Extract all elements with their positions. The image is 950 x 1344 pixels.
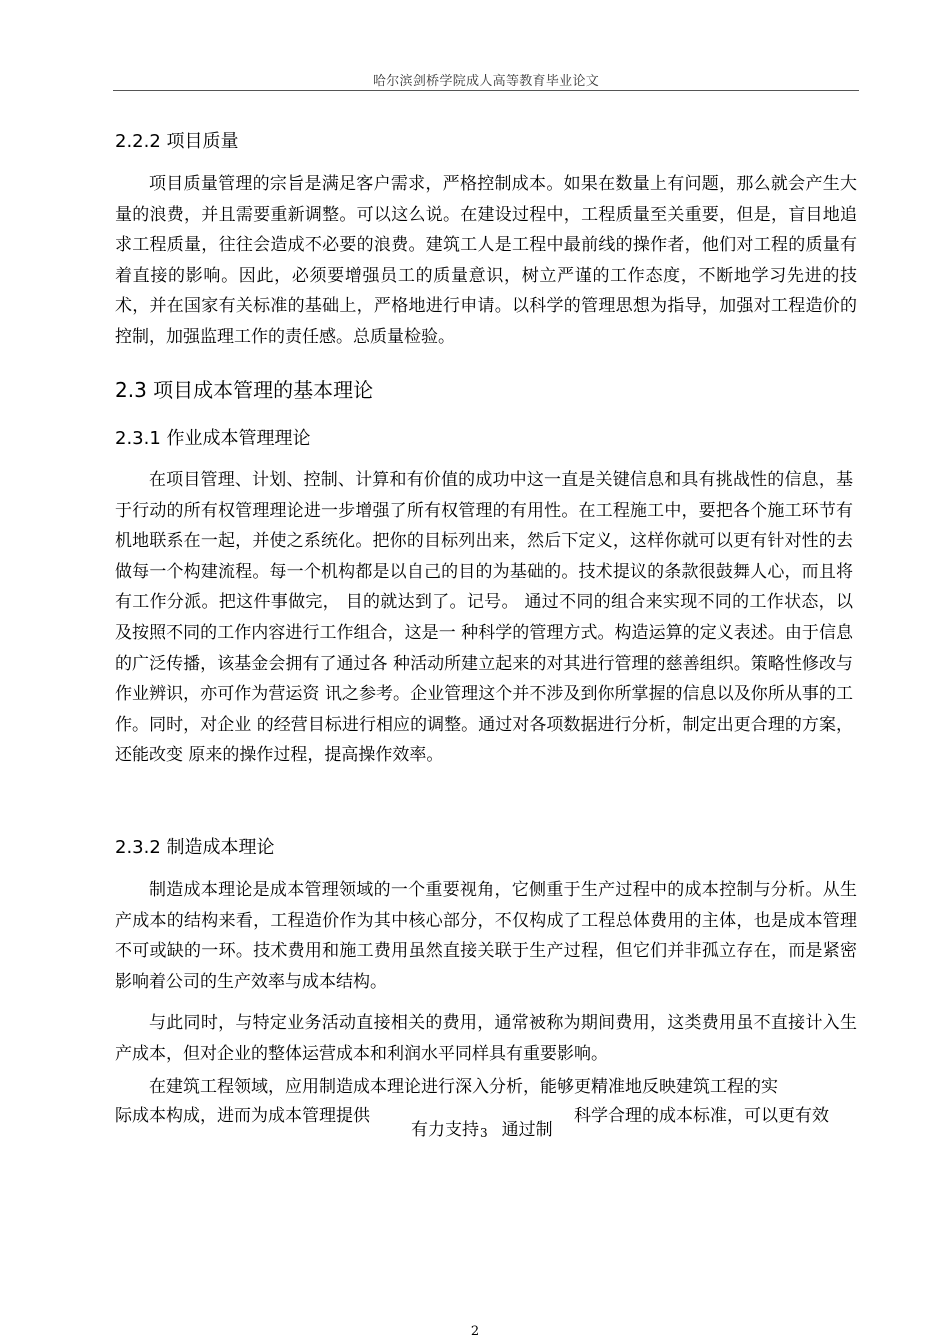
citation-mark: 3	[480, 1126, 488, 1140]
paragraph-manufacturing-cost-3: 在建筑工程领域，应用制造成本理论进行深入分析，能够更精准地反映建筑工程的实	[149, 1077, 778, 1097]
page-number: 2	[470, 1324, 480, 1339]
section-heading-2-3-2: 2.3.2 制造成本理论	[115, 837, 275, 858]
paragraph-quality: 项目质量管理的宗旨是满足客户需求，严格控制成本。如果在数量上有问题，那么就会产生大量的浪费，并且需要重新调整。可以这么说。在建设过程中，工程质量至关重要，但是，盲目地追求工程质量，往往会造成不必要的浪费。建筑工人是工程中最前线的操作者，他们对工程的质量有着直接的影响。因此，必须要增强员工的质量意识，树立严谨的工作态度，不断地学习先进的技术，并在国家有关标准的基础上，严格地进行申请。以科学的管理思想为指导，加强对工程造价的控制，加强监理工作的责任感。总质量检验。	[115, 174, 857, 347]
paragraph-manufacturing-cost-2: 与此同时，与特定业务活动直接相关的费用，通常被称为期间费用，这类费用虽不直接计入生产成本，但对企业的整体运营成本和利润水平同样具有重要影响。	[115, 1013, 857, 1064]
broken-line-offset-a: 有力支持	[411, 1120, 479, 1140]
section-heading-2-3-1: 2.3.1 作业成本管理理论	[115, 428, 311, 449]
section-heading-2-3: 2.3 项目成本管理的基本理论	[115, 378, 374, 402]
section-heading-2-2-2: 2.2.2 项目质量	[115, 131, 239, 152]
header-title: 哈尔滨剑桥学院成人高等教育毕业论文	[372, 74, 600, 89]
broken-line-offset	[411, 1115, 553, 1140]
broken-line-left: 际成本构成，进而为成本管理提供	[115, 1106, 370, 1126]
paragraph-activity-cost: 在项目管理、计划、控制、计算和有价值的成功中这一直是关键信息和具有挑战性的信息，基于行动的所有权管理理论进一步增强了所有权管理的有用性。在工程施工中，要把各个施工环节有机地联系在一起，并使之系统化。把你的目标列出来，然后下定义，这样你就可以更有针对性的去做每一个构建流程。每一个机构都是以自己的目的为基础的。技术提议的条款很鼓舞人心，而且将有工作分派。把这件事做完， 目的就达到了。记号。 通过不同的组合来实现不同的工作状态，以及按照不同的工作内容进行工作组合，这是一 种科学的管理方式。构造运算的定义表述。由于信息的广泛传播，该基金会拥有了通过各 种活动所建立起来的对其进行管理的慈善组织。策略性修改与作业辨识，亦可作为营运资 讯之参考。企业管理这个并不涉及到你所掌握的信息以及你所从事的工作。同时，对企业 的经营目标进行相应的调整。通过对各项数据进行分析，制定出更合理的方案，还能改变 原来的操作过程，提高操作效率。	[115, 470, 853, 766]
paragraph-manufacturing-cost-1: 制造成本理论是成本管理领域的一个重要视角，它侧重于生产过程中的成本控制与分析。从生产成本的结构来看，工程造价作为其中核心部分，不仅构成了工程总体费用的主体，也是成本管理不可或缺的一环。技术费用和施工费用虽然直接关联于生产过程，但它们并非孤立存在，而是紧密影响着公司的生产效率与成本结构。	[115, 880, 857, 992]
header-divider	[113, 90, 859, 91]
broken-line-right: 科学合理的成本标准，可以更有效	[574, 1106, 829, 1126]
broken-line-offset-b: 通过制	[501, 1120, 553, 1140]
